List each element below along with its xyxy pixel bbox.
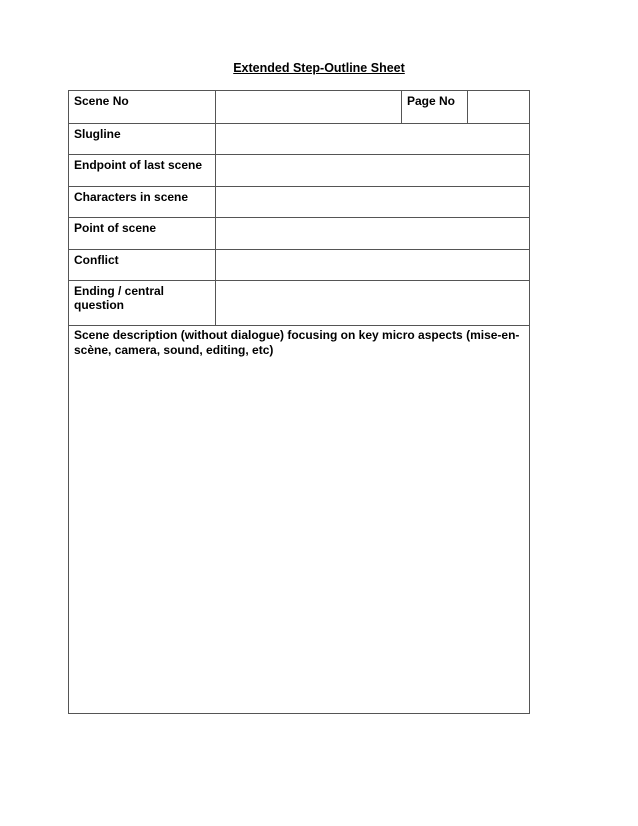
conflict-row (69, 250, 529, 281)
document-title: Extended Step-Outline Sheet (233, 61, 405, 75)
characters-row (69, 187, 529, 218)
endpoint-field[interactable] (215, 155, 529, 186)
scene-description-label: Scene description (without dialogue) focusing on key micro aspects (mise-en-scène, camera, sound, editing, etc) (74, 328, 520, 357)
point-of-scene-label: Point of scene (74, 221, 157, 235)
conflict-field[interactable] (215, 250, 529, 280)
slugline-field[interactable] (215, 124, 529, 154)
slugline-label: Slugline (74, 127, 121, 141)
ending-field[interactable] (215, 281, 529, 325)
conflict-label: Conflict (74, 253, 119, 267)
point-of-scene-field[interactable] (215, 218, 529, 249)
characters-label: Characters in scene (74, 190, 189, 204)
endpoint-row (69, 155, 529, 187)
page-no-field[interactable] (467, 91, 529, 123)
scene-no-row (69, 91, 529, 124)
point-of-scene-row (69, 218, 529, 250)
characters-field[interactable] (215, 187, 529, 217)
ending-row (69, 281, 529, 326)
ending-label: Ending / central question (74, 284, 165, 312)
scene-no-field[interactable] (215, 91, 401, 123)
scene-description-field[interactable] (69, 326, 529, 713)
step-outline-form (68, 90, 530, 714)
slugline-row (69, 124, 529, 155)
scene-no-label: Scene No (74, 94, 129, 108)
page-no-label: Page No (401, 91, 467, 123)
endpoint-label: Endpoint of last scene (74, 158, 203, 172)
